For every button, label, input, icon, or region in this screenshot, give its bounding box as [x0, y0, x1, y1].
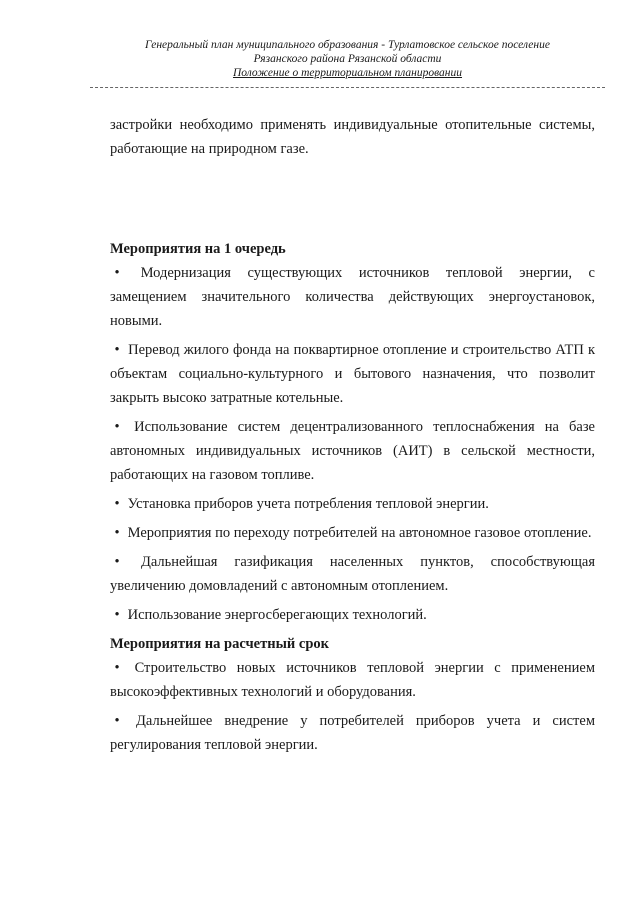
running-header	[90, 38, 605, 80]
header-line-3: Положение о территориальном планировании	[232, 67, 463, 79]
list-item: • Использование систем децентрализованного теплоснабжения на базе автономных индивидуальных источников (АИТ) в сельской местности, работающих на газовом топливе.	[110, 415, 595, 487]
section-1-list	[110, 261, 595, 627]
bullet-icon: •	[114, 342, 120, 358]
header-line-1: Генеральный план муниципального образования - Турлатовское сельское поселение	[145, 39, 550, 51]
intro-paragraph	[110, 113, 595, 161]
measures-content	[110, 237, 595, 762]
bullet-icon: •	[114, 713, 120, 729]
list-item: • Модернизация существующих источников тепловой энергии, с замещением значительного количества действующих энергоустановок, новыми.	[110, 261, 595, 333]
list-item: • Мероприятия по переходу потребителей на автономное газовое отопление.	[110, 521, 595, 545]
bullet-icon: •	[114, 554, 120, 570]
list-item: • Использование энергосберегающих технологий.	[110, 603, 595, 627]
bullet-icon: •	[114, 525, 120, 541]
bullet-icon: •	[114, 660, 120, 676]
list-item: • Дальнейшее внедрение у потребителей приборов учета и систем регулирования тепловой энергии.	[110, 709, 595, 757]
list-item: • Установка приборов учета потребления тепловой энергии.	[110, 492, 595, 516]
section-2-list	[110, 656, 595, 757]
bullet-icon: •	[114, 265, 120, 281]
bullet-icon: •	[114, 419, 120, 435]
section-2-title: Мероприятия на расчетный срок	[110, 636, 329, 652]
section-1-title: Мероприятия на 1 очередь	[110, 241, 286, 257]
bullet-icon: •	[114, 496, 120, 512]
list-item: • Строительство новых источников тепловой энергии с применением высокоэффективных технологий и оборудования.	[110, 656, 595, 704]
header-divider	[90, 87, 605, 88]
list-item: • Дальнейшая газификация населенных пунктов, способствующая увеличению домовладений с автономным отоплением.	[110, 550, 595, 598]
intro-text: застройки необходимо применять индивидуальные отопительные системы, работающие на природном газе.	[110, 117, 595, 157]
header-line-2: Рязанского района Рязанской области	[253, 53, 442, 65]
list-item: • Перевод жилого фонда на поквартирное отопление и строительство АТП к объектам социально-культурного и бытового назначения, что позволит закрыть высоко затратные котельные.	[110, 338, 595, 410]
bullet-icon: •	[114, 607, 120, 623]
